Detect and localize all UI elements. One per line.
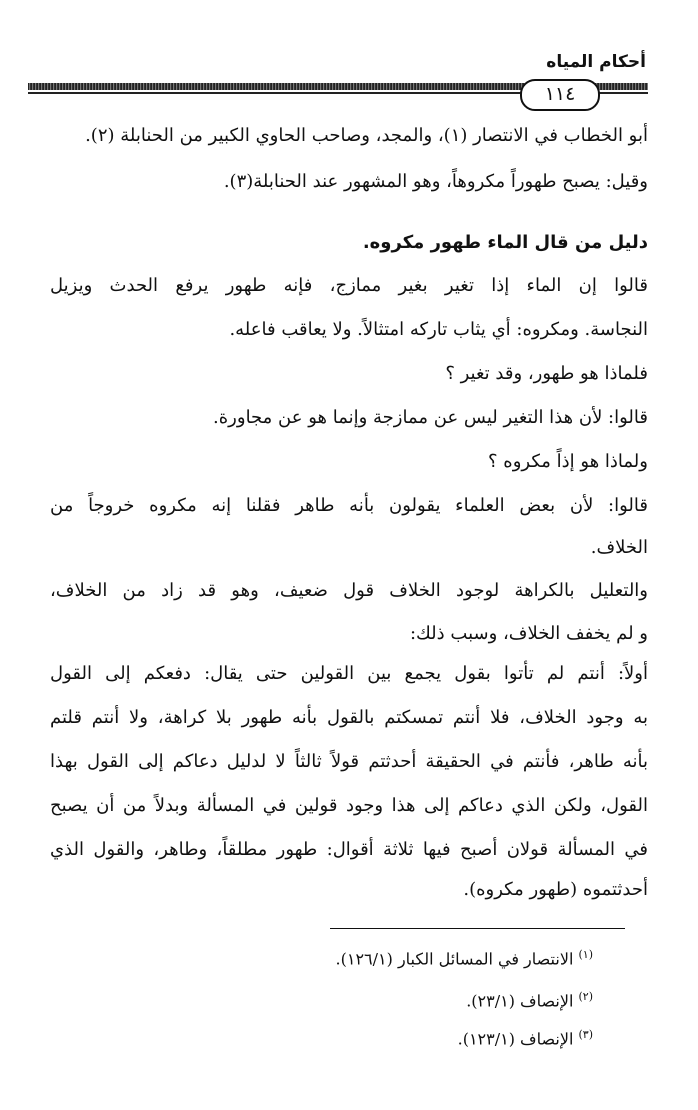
text-line: قالوا: لأن هذا التغير ليس عن ممازجة وإنما هو عن مجاورة. bbox=[213, 407, 648, 428]
footnote-separator bbox=[330, 928, 625, 929]
footnote-text: الانتصار في المسائل الكبار (١٢٦/١). bbox=[335, 949, 574, 969]
text-line: قالوا إن الماء إذا تغير بغير ممازج، فإنه طهور يرفع الحدث ويزيل bbox=[50, 275, 648, 296]
footnote-text: الإنصاف (٢٣/١). bbox=[466, 991, 574, 1011]
text-line: والتعليل بالكراهة لوجود الخلاف قول ضعيف، وهو قد زاد من الخلاف، bbox=[50, 580, 648, 601]
text-line: الخلاف. bbox=[590, 537, 648, 558]
footnote-marker: (٢) bbox=[578, 990, 593, 1003]
text-line: قالوا: لأن بعض العلماء يقولون بأنه طاهر فقلنا إنه مكروه خروجاً من bbox=[50, 495, 648, 516]
text-line: أولاً: أنتم لم تأتوا بقول يجمع بين القولين حتى يقال: دفعكم إلى القول bbox=[50, 663, 648, 684]
text-line: القول، ولكن الذي دعاكم إلى هذا وجود قولين في المسألة وبدلاً من أن يصبح bbox=[50, 795, 648, 816]
text-line: فلماذا هو طهور، وقد تغير ؟ bbox=[445, 363, 648, 384]
text-line: و لم يخفف الخلاف، وسبب ذلك: bbox=[409, 623, 648, 644]
text-line: به وجود الخلاف، فلا أنتم تمسكتم بالقول بأنه طهور بلا كراهة، ولا أنتم قلتم bbox=[50, 707, 648, 728]
text-line: أبو الخطاب في الانتصار (١)، والمجد، وصاحب الحاوي الكبير من الحنابلة (٢). bbox=[85, 125, 648, 146]
text-line: أحدثتموه (طهور مكروه). bbox=[463, 879, 648, 900]
text-line: ولماذا هو إذاً مكروه ؟ bbox=[488, 451, 648, 472]
page-number: ١١٤ bbox=[520, 79, 600, 111]
footnote bbox=[466, 986, 593, 1012]
section-heading: دليل من قال الماء طهور مكروه. bbox=[362, 232, 648, 253]
text-line: النجاسة. ومكروه: أي يثاب تاركه امتثالاً. ولا يعاقب فاعله. bbox=[229, 319, 648, 340]
footnote-text: الإنصاف (١٢٣/١). bbox=[457, 1029, 574, 1049]
text-line: بأنه طاهر، فأنتم في الحقيقة أحدثتم قولاً ثالثاً لا لدليل دعاكم إلى القول بهذا bbox=[50, 751, 648, 772]
running-header-title: أحكام المياه bbox=[546, 52, 646, 72]
footnote-marker: (١) bbox=[578, 948, 593, 961]
text-line: في المسألة قولان أصبح فيها ثلاثة أقوال: طهور مطلقاً، وطاهر، والقول الذي bbox=[50, 839, 648, 860]
footnote bbox=[336, 944, 593, 970]
footnote bbox=[458, 1024, 593, 1050]
text-line: وقيل: يصبح طهوراً مكروهاً، وهو المشهور عند الحنابلة(٣). bbox=[223, 171, 648, 192]
footnote-marker: (٣) bbox=[578, 1028, 593, 1041]
